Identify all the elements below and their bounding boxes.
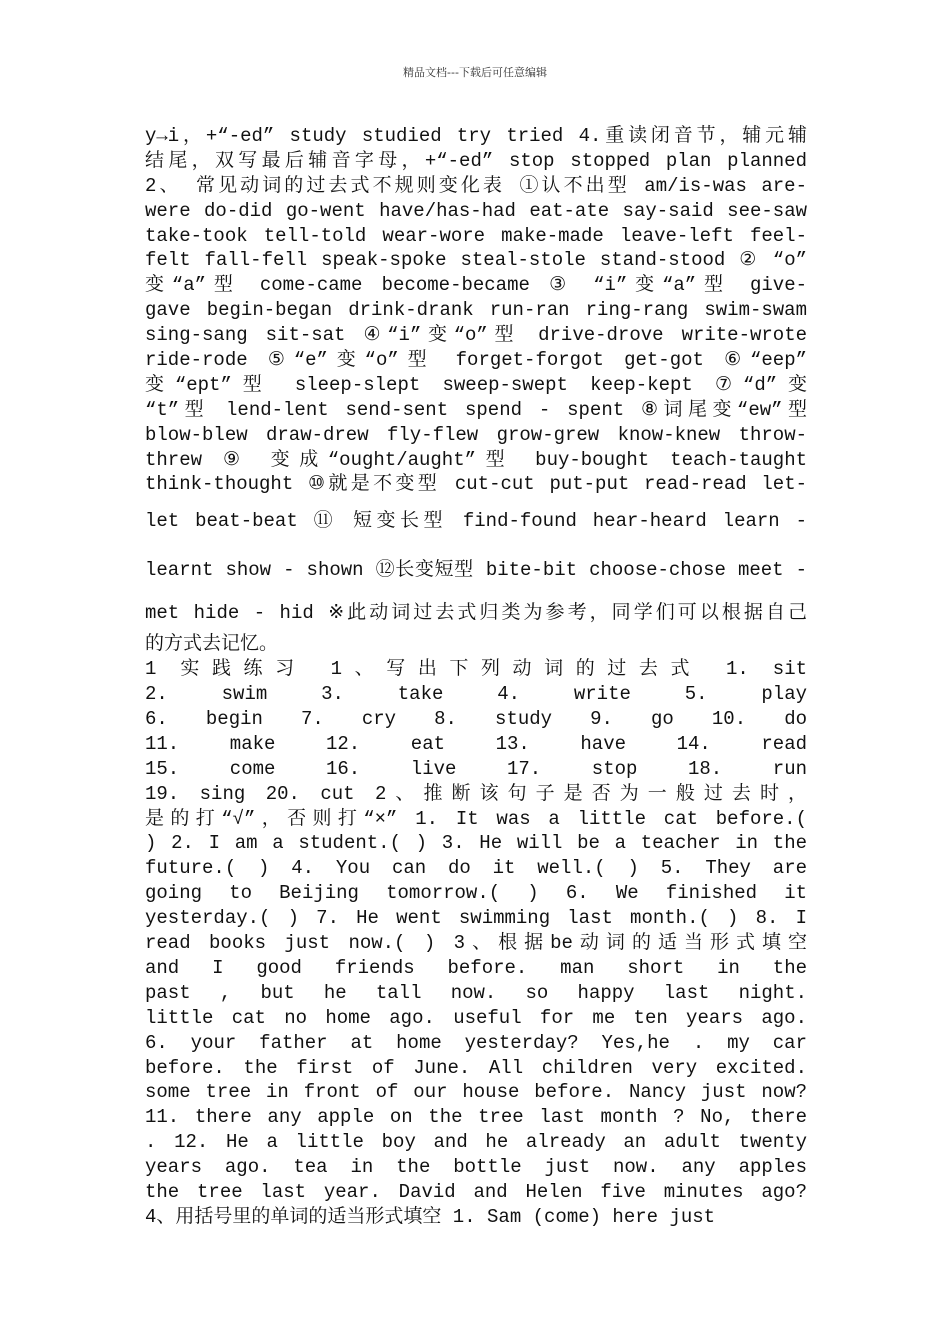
text-line: felt fall-fell speak-spoke steal-stole stand-stood ② “o” bbox=[145, 249, 807, 272]
text-line: ) 2. I am a student.( ) 3. He will be a teacher in the bbox=[145, 832, 807, 855]
text-line: sing-sang sit-sat ④“i”变“o”型 drive-drove write-wrote bbox=[145, 324, 807, 347]
page-header: 精品文档---下载后可任意编辑 bbox=[403, 66, 547, 79]
text-line: past , but he tall now. so happy last night. bbox=[145, 981, 807, 1004]
text-line: yesterday.( ) 7. He went swimming last month.( ) 8. I bbox=[145, 907, 807, 930]
text-line: . 12. He a little boy and he already an adult twenty bbox=[145, 1131, 807, 1154]
text-line: 15. come 16. live 17. stop 18. run bbox=[145, 757, 807, 780]
text-line: gave begin-began drink-drank run-ran ring-rang swim-swam bbox=[145, 299, 807, 322]
text-line: 6. your father at home yesterday? Yes,he . my car bbox=[145, 1031, 807, 1054]
text-line: 6. begin 7. cry 8. study 9. go 10. do bbox=[145, 708, 807, 731]
text-line: 变“a”型 come-came become-became ③ “i”变“a”型 give- bbox=[145, 274, 807, 297]
document-body bbox=[145, 124, 807, 1230]
text-line: little cat no home ago. useful for me ten years ago. bbox=[145, 1006, 807, 1029]
text-line: going to Beijing tomorrow.( ) 6. We finished it bbox=[145, 882, 807, 905]
text-line: some tree in front of our house before. Nancy just now? bbox=[145, 1081, 807, 1104]
text-line: learnt show - shown ⑫长变短型 bite-bit choose-chose meet - bbox=[145, 559, 807, 582]
text-line: threw ⑨ 变成“ought/aught”型 buy-bought teach-taught bbox=[145, 448, 807, 471]
text-line: 2. swim 3. take 4. write 5. play bbox=[145, 683, 807, 706]
text-line: y→i，+“-ed” study studied try tried 4.重读闭音节，辅元辅 bbox=[145, 125, 807, 147]
text-line: think-thought ⑩就是不变型 cut-cut put-put read-read let- bbox=[145, 473, 807, 496]
text-line: the tree last year. David and Helen five minutes ago? bbox=[145, 1180, 807, 1203]
text-line: 2、 常见动词的过去式不规则变化表 ①认不出型 am/is-was are- bbox=[145, 174, 807, 197]
text-line: let beat-beat ⑪ 短变长型 find-found hear-heard learn - bbox=[145, 510, 807, 533]
text-line: future.( ) 4. You can do it well.( ) 5. They are bbox=[145, 857, 807, 880]
text-line: 1 实践练习 1、写出下列动词的过去式 1. sit bbox=[145, 658, 807, 681]
text-line: blow-blew draw-drew fly-flew grow-grew know-knew throw- bbox=[145, 423, 807, 446]
text-line: ride-rode ⑤“e”变“o”型 forget-forgot get-got ⑥“eep” bbox=[145, 349, 807, 372]
text-line: 11. make 12. eat 13. have 14. read bbox=[145, 732, 807, 755]
text-line: 19. sing 20. cut 2、推断该句子是否为一般过去时， bbox=[145, 782, 807, 805]
text-line: met hide - hid ※此动词过去式归类为参考，同学们可以根据自己 bbox=[145, 602, 807, 625]
text-line: years ago. tea in the bottle just now. any apples bbox=[145, 1156, 807, 1179]
text-line: 的方式去记忆。 bbox=[145, 633, 279, 656]
text-line: before. the first of June. All children very excited. bbox=[145, 1056, 807, 1079]
text-line: take-took tell-told wear-wore make-made leave-left feel- bbox=[145, 224, 807, 247]
text-line: 是的打“√”，否则打“×” 1. It was a little cat before.( bbox=[145, 807, 807, 830]
text-line: 11. there any apple on the tree last month ? No, there bbox=[145, 1106, 807, 1129]
text-line: read books just now.( ) 3、根据be动词的适当形式填空 bbox=[145, 932, 807, 955]
text-line: 变“ept”型 sleep-slept sweep-swept keep-kept ⑦“d”变 bbox=[145, 373, 807, 396]
text-line: 结尾，双写最后辅音字母，+“-ed” stop stopped plan planned bbox=[145, 149, 807, 172]
text-line: were do-did go-went have/has-had eat-ate say-said see-saw bbox=[145, 199, 807, 222]
text-line: “t”型 lend-lent send-sent spend - spent ⑧词尾变“ew”型 bbox=[145, 398, 807, 421]
text-line: 4、用括号里的单词的适当形式填空 1. Sam (come) here just bbox=[145, 1205, 716, 1228]
text-line: and I good friends before. man short in the bbox=[145, 956, 807, 979]
